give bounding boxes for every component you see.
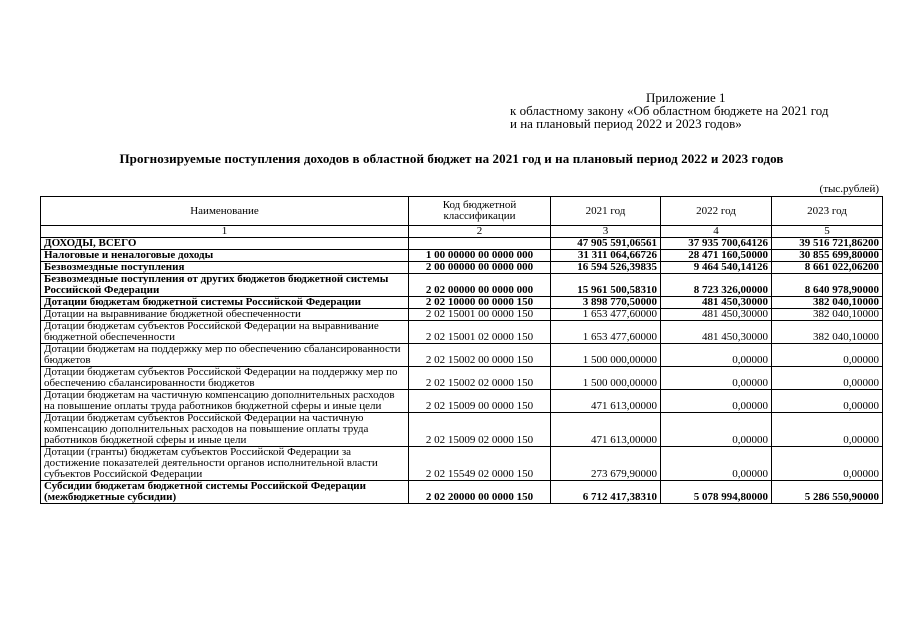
row-code (409, 238, 551, 250)
row-code: 2 02 15549 02 0000 150 (409, 447, 551, 481)
table-body (41, 238, 883, 504)
row-amount-2021: 15 961 500,58310 (551, 274, 661, 297)
row-amount-2023: 0,00000 (772, 367, 883, 390)
row-amount-2023: 0,00000 (772, 447, 883, 481)
column-header-2021: 2021 год (551, 197, 661, 226)
row-amount-2021: 3 898 770,50000 (551, 297, 661, 309)
row-name: Налоговые и неналоговые доходы (41, 250, 409, 262)
column-number: 2 (409, 226, 551, 238)
table-row (41, 238, 883, 250)
row-name: Дотации (гранты) бюджетам субъектов Российской Федерации за достижение показателей деятельности органов исполнительной власти субъектов Российской Федерации (41, 447, 409, 481)
table-row (41, 481, 883, 504)
table-header-row (41, 197, 883, 226)
row-name: Безвозмездные поступления (41, 262, 409, 274)
row-name: Субсидии бюджетам бюджетной системы Российской Федерации (межбюджетные субсидии) (41, 481, 409, 504)
row-amount-2022: 37 935 700,64126 (661, 238, 772, 250)
row-amount-2022: 8 723 326,00000 (661, 274, 772, 297)
row-amount-2023: 5 286 550,90000 (772, 481, 883, 504)
table-row (41, 413, 883, 447)
row-amount-2021: 31 311 064,66726 (551, 250, 661, 262)
row-code: 2 02 15001 02 0000 150 (409, 321, 551, 344)
row-name: Дотации на выравнивание бюджетной обеспеченности (41, 309, 409, 321)
table-row (41, 367, 883, 390)
row-amount-2022: 5 078 994,80000 (661, 481, 772, 504)
row-amount-2023: 30 855 699,80000 (772, 250, 883, 262)
row-amount-2022: 0,00000 (661, 367, 772, 390)
row-name: Дотации бюджетам на поддержку мер по обеспечению сбалансированности бюджетов (41, 344, 409, 367)
row-code: 2 02 15009 02 0000 150 (409, 413, 551, 447)
row-amount-2023: 0,00000 (772, 390, 883, 413)
column-header-code: Код бюджетной классификации (409, 197, 551, 226)
row-amount-2023: 39 516 721,86200 (772, 238, 883, 250)
row-amount-2021: 1 653 477,60000 (551, 309, 661, 321)
appendix-note (510, 91, 829, 130)
row-amount-2021: 47 905 591,06561 (551, 238, 661, 250)
table-row (41, 274, 883, 297)
table-row (41, 447, 883, 481)
row-code: 2 02 20000 00 0000 150 (409, 481, 551, 504)
row-name: Дотации бюджетам субъектов Российской Федерации на поддержку мер по обеспечению сбалансированности бюджетов (41, 367, 409, 390)
units-label: (тыс.рублей) (819, 183, 879, 195)
row-name: Дотации бюджетам на частичную компенсацию дополнительных расходов на повышение оплаты труда работников бюджетной сферы и иные цели (41, 390, 409, 413)
row-code: 2 02 15002 02 0000 150 (409, 367, 551, 390)
table-row (41, 297, 883, 309)
row-name: Безвозмездные поступления от других бюджетов бюджетной системы Российской Федерации (41, 274, 409, 297)
column-number: 1 (41, 226, 409, 238)
column-number: 4 (661, 226, 772, 238)
row-amount-2022: 481 450,30000 (661, 297, 772, 309)
row-amount-2022: 481 450,30000 (661, 309, 772, 321)
row-amount-2022: 9 464 540,14126 (661, 262, 772, 274)
row-code: 1 00 00000 00 0000 000 (409, 250, 551, 262)
row-name: Дотации бюджетам бюджетной системы Российской Федерации (41, 297, 409, 309)
row-amount-2023: 0,00000 (772, 344, 883, 367)
row-code: 2 02 10000 00 0000 150 (409, 297, 551, 309)
revenue-table (40, 196, 883, 504)
row-amount-2022: 0,00000 (661, 447, 772, 481)
column-header-2023: 2023 год (772, 197, 883, 226)
row-name: Дотации бюджетам субъектов Российской Федерации на выравнивание бюджетной обеспеченности (41, 321, 409, 344)
column-header-2022: 2022 год (661, 197, 772, 226)
row-amount-2022: 28 471 160,50000 (661, 250, 772, 262)
row-amount-2023: 8 640 978,90000 (772, 274, 883, 297)
row-name: Дотации бюджетам субъектов Российской Федерации на частичную компенсацию дополнительных расходов на повышение оплаты труда работников бюджетной сферы и иные цели (41, 413, 409, 447)
table-row (41, 321, 883, 344)
column-number-row (41, 226, 883, 238)
row-amount-2023: 382 040,10000 (772, 309, 883, 321)
row-code: 2 02 00000 00 0000 000 (409, 274, 551, 297)
row-amount-2023: 382 040,10000 (772, 321, 883, 344)
appendix-law-reference: к областному закону «Об областном бюджете на 2021 год (510, 103, 829, 118)
row-amount-2022: 0,00000 (661, 413, 772, 447)
row-amount-2022: 0,00000 (661, 344, 772, 367)
row-code: 2 02 15009 00 0000 150 (409, 390, 551, 413)
row-amount-2022: 481 450,30000 (661, 321, 772, 344)
document-title: Прогнозируемые поступления доходов в областной бюджет на 2021 год и на плановый период 2022 и 2023 годов (119, 151, 784, 166)
row-amount-2021: 16 594 526,39835 (551, 262, 661, 274)
row-amount-2021: 1 653 477,60000 (551, 321, 661, 344)
row-code: 2 02 15001 00 0000 150 (409, 309, 551, 321)
table-row (41, 262, 883, 274)
row-amount-2021: 1 500 000,00000 (551, 344, 661, 367)
appendix-period: и на плановый период 2022 и 2023 годов» (510, 116, 742, 131)
row-code: 2 00 00000 00 0000 000 (409, 262, 551, 274)
row-amount-2022: 0,00000 (661, 390, 772, 413)
row-amount-2021: 471 613,00000 (551, 390, 661, 413)
column-number: 5 (772, 226, 883, 238)
table-row (41, 390, 883, 413)
table-row (41, 250, 883, 262)
row-amount-2021: 273 679,90000 (551, 447, 661, 481)
table-row (41, 309, 883, 321)
row-amount-2021: 471 613,00000 (551, 413, 661, 447)
row-name: ДОХОДЫ, ВСЕГО (41, 238, 409, 250)
column-header-name: Наименование (41, 197, 409, 226)
row-code: 2 02 15002 00 0000 150 (409, 344, 551, 367)
row-amount-2023: 8 661 022,06200 (772, 262, 883, 274)
row-amount-2023: 0,00000 (772, 413, 883, 447)
row-amount-2021: 6 712 417,38310 (551, 481, 661, 504)
appendix-number: Приложение 1 (646, 90, 726, 105)
column-number: 3 (551, 226, 661, 238)
row-amount-2023: 382 040,10000 (772, 297, 883, 309)
row-amount-2021: 1 500 000,00000 (551, 367, 661, 390)
table-row (41, 344, 883, 367)
